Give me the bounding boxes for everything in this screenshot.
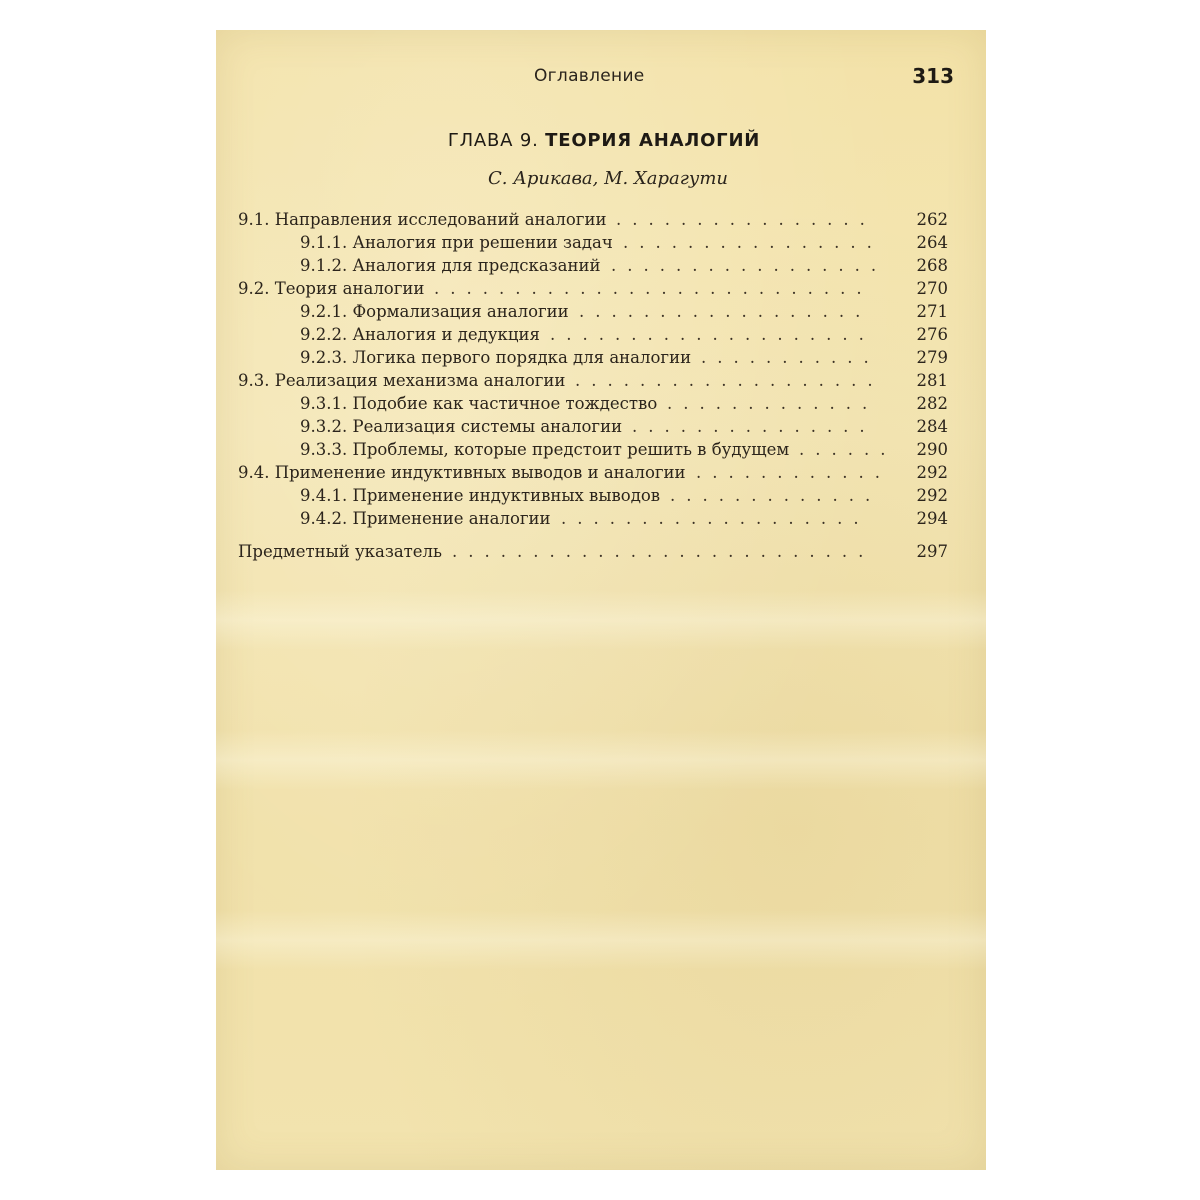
toc-entry-label: 9.2. Теория аналогии: [238, 279, 425, 298]
toc-entry: [238, 256, 948, 279]
toc-entry-label: 9.4.1. Применение индуктивных выводов: [300, 486, 661, 505]
toc-entry-page: 270: [916, 279, 948, 298]
toc-entry-label: 9.2.3. Логика первого порядка для аналогии: [300, 348, 692, 367]
toc-entry: [238, 348, 948, 371]
toc-entry-page: 268: [916, 256, 948, 275]
toc-entry-label: 9.2.1. Формализация аналогии: [300, 302, 569, 321]
toc-entry-label: 9.1.2. Аналогия для предсказаний: [300, 256, 601, 275]
book-page: [216, 30, 986, 1170]
toc-dot-leader: ...........: [701, 348, 880, 367]
toc-entry-page: 292: [916, 463, 948, 482]
toc-entry: [238, 463, 948, 486]
toc-entry-page: 264: [916, 233, 948, 252]
toc-entry-label: 9.3. Реализация механизма аналогии: [238, 371, 566, 390]
toc-dot-leader: ....................: [550, 325, 875, 344]
toc-dot-leader: ...................: [561, 509, 870, 528]
toc-entry: [238, 417, 948, 440]
toc-dot-leader: ..........................: [452, 542, 875, 561]
toc-entry-label: 9.3.3. Проблемы, которые предстоит решить в будущем: [300, 440, 790, 459]
running-title: Оглавление: [534, 66, 645, 86]
toc-dot-leader: ......: [799, 440, 897, 459]
toc-entry: [238, 325, 948, 348]
toc-index-entry: [238, 542, 948, 565]
toc-entry: [238, 486, 948, 509]
paper-crease: [216, 730, 986, 790]
toc-entry-page: 294: [916, 509, 948, 528]
toc-dot-leader: ...........................: [434, 279, 873, 298]
toc-entry-label: 9.3.1. Подобие как частичное тождество: [300, 394, 658, 413]
toc-entry-label: 9.3.2. Реализация системы аналогии: [300, 417, 623, 436]
toc-entry-page: 292: [916, 486, 948, 505]
toc-entry-label: Предметный указатель: [238, 542, 443, 561]
toc-dot-leader: ............: [696, 463, 891, 482]
toc-entry-page: 276: [916, 325, 948, 344]
toc-entry-label: 9.1.1. Аналогия при решении задач: [300, 233, 613, 252]
toc-dot-leader: ..................: [579, 302, 872, 321]
toc-dot-leader: .............: [670, 486, 882, 505]
toc-dot-leader: ................: [623, 233, 883, 252]
toc-entry-page: 271: [916, 302, 948, 321]
toc-entry: [238, 371, 948, 394]
table-of-contents: [238, 210, 948, 565]
toc-entry-page: 290: [916, 440, 948, 459]
page-header: [216, 66, 986, 96]
toc-entry-page: 297: [916, 542, 948, 561]
paper-crease: [216, 590, 986, 650]
toc-entry-page: 284: [916, 417, 948, 436]
toc-dot-leader: ...................: [575, 371, 884, 390]
paper-crease: [216, 910, 986, 970]
toc-entry: [238, 440, 948, 463]
toc-entry: [238, 302, 948, 325]
toc-dot-leader: ...............: [632, 417, 876, 436]
chapter-authors: С. Арикава, М. Харагути: [488, 168, 728, 189]
toc-dot-leader: ................: [616, 210, 876, 229]
toc-entry-page: 282: [916, 394, 948, 413]
chapter-number: ГЛАВА 9.: [447, 130, 539, 151]
chapter-heading: [216, 130, 986, 151]
toc-entry-page: 281: [916, 371, 948, 390]
page-number: 313: [912, 64, 954, 88]
toc-entry: [238, 279, 948, 302]
toc-entry: [238, 210, 948, 233]
toc-entry-page: 279: [916, 348, 948, 367]
toc-entry-label: 9.4.2. Применение аналогии: [300, 509, 551, 528]
toc-entry-page: 262: [916, 210, 948, 229]
toc-entry: [238, 233, 948, 256]
toc-entry-label: 9.1. Направления исследований аналогии: [238, 210, 607, 229]
toc-entry-label: 9.2.2. Аналогия и дедукция: [300, 325, 540, 344]
toc-entry: [238, 509, 948, 532]
toc-entry: [238, 394, 948, 417]
chapter-title: ТЕОРИЯ АНАЛОГИЙ: [545, 130, 761, 151]
toc-entry-label: 9.4. Применение индуктивных выводов и аналогии: [238, 463, 686, 482]
toc-dot-leader: .............: [667, 394, 879, 413]
toc-dot-leader: .................: [611, 256, 888, 275]
